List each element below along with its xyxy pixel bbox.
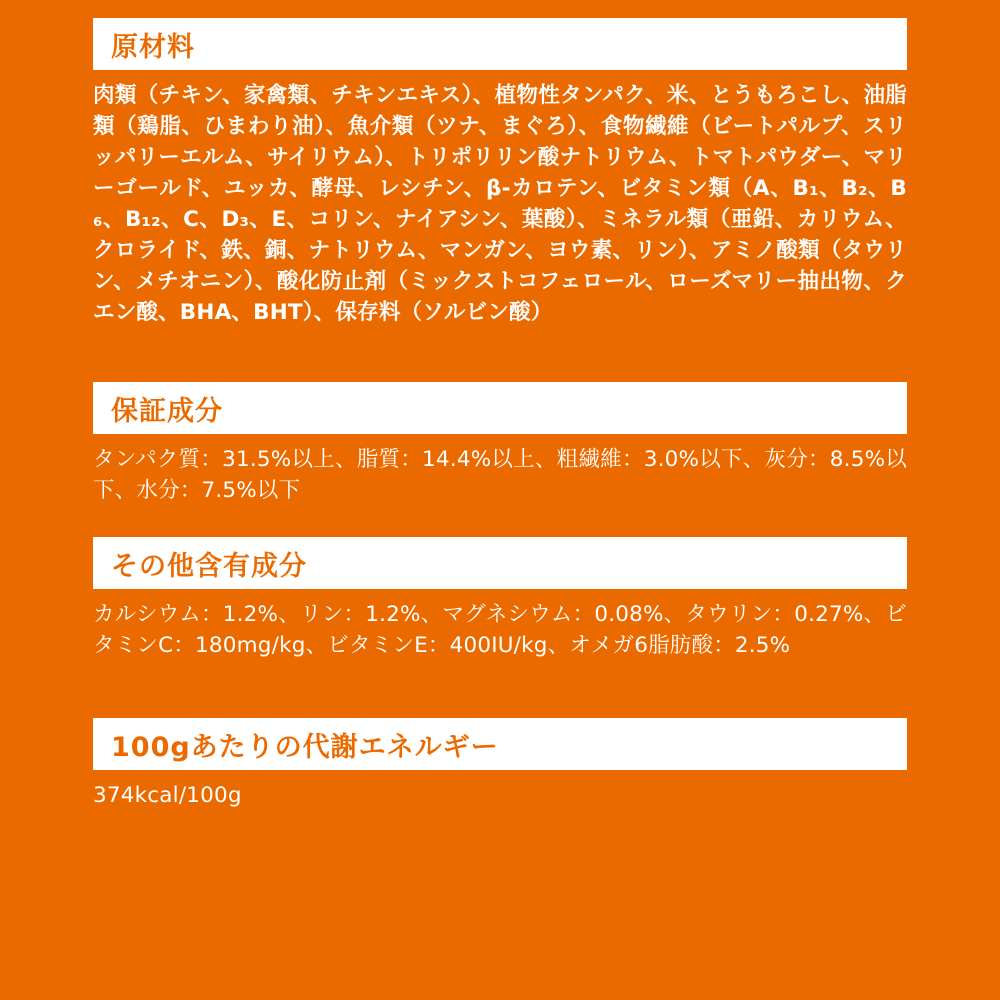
ingredients-header — [93, 18, 907, 70]
ingredients-section — [93, 18, 907, 370]
other-nutrients-section — [93, 537, 907, 661]
metabolizable-energy-section — [93, 718, 907, 811]
other-nutrients-title: その他含有成分 — [111, 550, 307, 582]
metabolizable-energy-header — [93, 718, 907, 770]
metabolizable-energy-text: 374kcal/100g — [93, 783, 242, 808]
ingredients-text: 肉類（チキン、家禽類、チキンエキス）、植物性タンパク、米、とうもろこし、油脂類（鶏脂、ひまわり油）、魚介類（ツナ、まぐろ）、食物繊維（ビートパルプ、スリッパリーエルム、サイリウム）、トリポリリン酸ナトリウム、トマトパウダー、マリーゴールド、ユッカ、酵母、レシチン、β-カロテン、ビタミン類（A、B₁、B₂、B₆、B₁₂、C、D₃、E、コリン、ナイアシン、葉酸）、ミネラル類（亜鉛、カリウム、クロライド、鉄、銅、ナトリウム、マンガン、ヨウ素、リン）、アミノ酸類（タウリン、メチオニン）、酸化防止剤（ミックストコフェロール、ローズマリー抽出物、クエン酸、BHA、BHT）、保存料（ソルビン酸） — [93, 83, 907, 325]
metabolizable-energy-title: 100gあたりの代謝エネルギー — [111, 731, 499, 763]
other-nutrients-text: カルシウム：1.2%、リン：1.2%、マグネシウム：0.08%、タウリン：0.27%、ビタミンC：180mg/kg、ビタミンE：400IU/kg、オメガ6脂肪酸：2.5% — [93, 602, 907, 658]
guaranteed-analysis-header — [93, 382, 907, 434]
guaranteed-analysis-section — [93, 382, 907, 506]
nutrition-info-panel — [93, 18, 907, 808]
ingredients-title: 原材料 — [111, 31, 195, 63]
other-nutrients-header — [93, 537, 907, 589]
guaranteed-analysis-title: 保証成分 — [111, 395, 223, 427]
guaranteed-analysis-text: タンパク質：31.5%以上、脂質：14.4%以上、粗繊維：3.0%以下、灰分：8.5%以下、水分：7.5%以下 — [93, 447, 907, 503]
